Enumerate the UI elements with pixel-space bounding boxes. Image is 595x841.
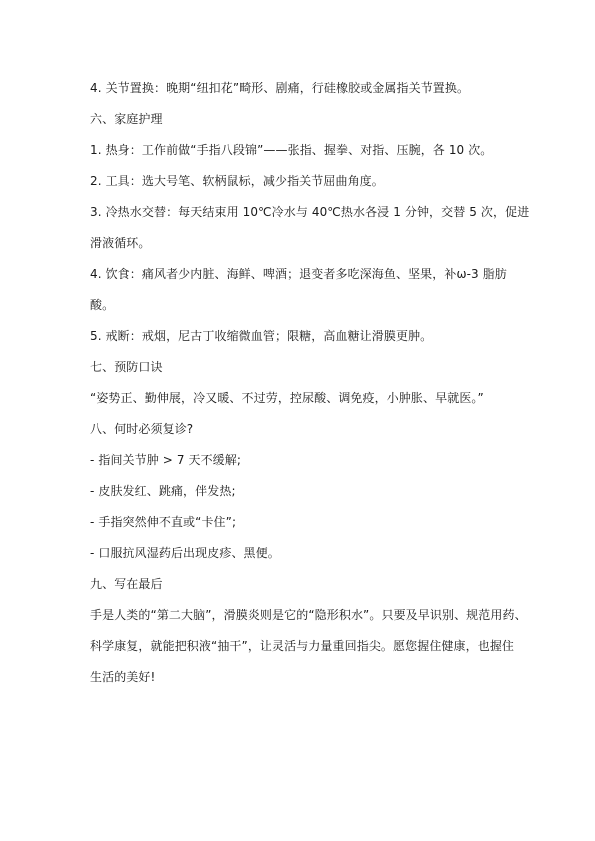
section-heading-conclusion: 九、写在最后 [90, 577, 163, 591]
conclusion-paragraph-line-2: 科学康复，就能把积液“抽干”，让灵活与力量重回指尖。愿您握住健康，也握住 [90, 639, 515, 653]
prevention-mnemonic: “姿势正、勤伸展，冷又暖、不过劳，控尿酸、调免疫，小肿胀、早就医。” [90, 391, 484, 405]
list-item-diet-cont: 酸。 [90, 298, 115, 312]
revisit-item-rash: - 口服抗风湿药后出现皮疹、黑便。 [90, 546, 280, 560]
revisit-item-redness: - 皮肤发红、跳痛，伴发热; [90, 484, 236, 498]
list-item-contrast-bath: 3. 冷热水交替：每天结束用 10℃冷水与 40℃热水各浸 1 分钟，交替 5 次，促进 [90, 205, 530, 219]
list-item-quit: 5. 戒断：戒烟，尼古丁收缩微血管；限糖，高血糖让滑膜更肿。 [90, 329, 433, 343]
revisit-item-locking: - 手指突然伸不直或“卡住”; [90, 515, 237, 529]
section-heading-revisit: 八、何时必须复诊? [90, 422, 194, 436]
paragraph-joint-replacement: 4. 关节置换：晚期“纽扣花”畸形、剧痛，行硅橡胶或金属指关节置换。 [90, 81, 470, 95]
revisit-item-swelling: - 指间关节肿 > 7 天不缓解; [90, 453, 242, 467]
list-item-diet: 4. 饮食：痛风者少内脏、海鲜、啤酒；退变者多吃深海鱼、坚果，补ω-3 脂肪 [90, 267, 507, 281]
list-item-contrast-bath-cont: 滑液循环。 [90, 236, 151, 250]
conclusion-paragraph-line-3: 生活的美好! [90, 670, 156, 684]
list-item-warm-up: 1. 热身：工作前做“手指八段锦”——张指、握拳、对指、压腕，各 10 次。 [90, 143, 493, 157]
section-heading-prevention: 七、预防口诀 [90, 360, 163, 374]
conclusion-paragraph-line-1: 手是人类的“第二大脑”，滑膜炎则是它的“隐形积水”。只要及早识别、规范用药、 [90, 608, 527, 622]
list-item-tools: 2. 工具：选大号笔、软柄鼠标，减少指关节屈曲角度。 [90, 174, 384, 188]
section-heading-home-care: 六、家庭护理 [90, 112, 163, 126]
